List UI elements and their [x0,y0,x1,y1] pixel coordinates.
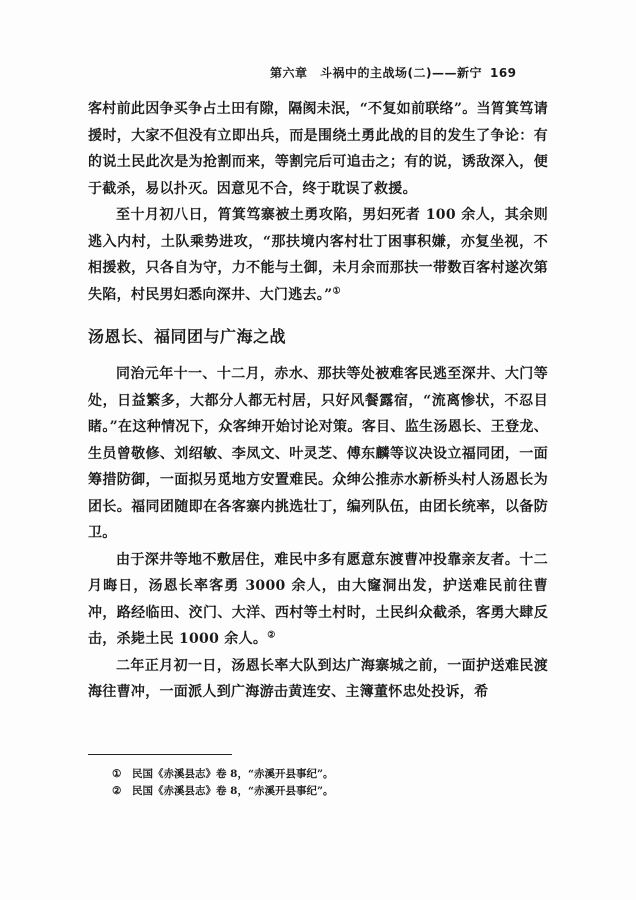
chapter-title: 第六章 斗祸中的主战场(二)——新宁 [270,66,482,80]
paragraph-text: 客村前此因争买争占土田有隙，隔阂未泯，“不复如前联络”。当筲箕笃请援时，大家不但没有立即出兵，而是围绕土勇此战的目的发生了争论：有的说土民此次是为抢割而来，等割完后可追击之；有的说，诱敌深入，便于截杀，易以扑灭。因意见不合，终于耽误了救援。 [88,101,549,197]
footnote-mark: ① [112,768,122,780]
paragraph [88,361,548,547]
footnote [112,783,532,800]
paragraph [88,202,548,308]
paragraph-text: 二年正月初一日，汤恩长率大队到达广海寨城之前，一面护送难民渡海往曹冲，一面派人到广海游击黄连安、主簿董怀忠处投诉，希 [88,657,548,700]
paragraph [88,653,548,706]
footnote-reference[interactable]: ① [332,285,341,296]
footnotes [112,766,532,800]
footnote-mark: ② [112,785,122,797]
paragraph-text: 由于深井等地不敷居住，难民中多有愿意东渡曹冲投靠亲友者。十二月晦日，汤恩长率客勇 3000 余人，由大窿洞出发，护送难民前往曹冲，路经临田、洨门、大洋、西村等土村时，土民纠众截杀，客勇大肆反击，杀毙土民 1000 余人。 [88,551,548,647]
paragraph-text: 同治元年十一、十二月，赤水、那扶等处被难客民逃至深井、大门等处，日益繁多，大都分人都无村居，只好风餐露宿，“流离惨状，不忍目睹。”在这种情况下，众客绅开始讨论对策。客目、监生汤恩长、王登龙、生员曾敬修、刘绍敏、李凤文、叶灵芝、傅东麟等议决设立福同团，一面筹措防御，一面拟另觅地方安置难民。众绅公推赤水新桥头村人汤恩长为团长。福同团随即在各客寨内挑选壮丁，编列队伍，由团长统率，以备防卫。 [88,366,548,541]
footnote-reference[interactable]: ② [267,630,276,641]
footnote-divider [88,754,232,755]
page-number: 169 [489,66,517,80]
section-heading: 汤恩长、福同团与广海之战 [88,327,287,346]
running-header [270,64,570,81]
body-text [88,96,548,706]
paragraph [88,96,548,202]
paragraph [88,547,548,653]
footnote-text: 民国《赤溪县志》卷 8，“赤溪开县事纪”。 [132,785,334,797]
footnote-text: 民国《赤溪县志》卷 8，“赤溪开县事纪”。 [132,768,334,780]
footnote [112,766,532,783]
paragraph-text: 至十月初八日，筲箕笃寨被土勇攻陷，男妇死者 100 余人，其余则逃入内村，土队乘势进攻，“那扶境内客村壮丁困事积嫌，亦复坐视，不相援救，只各自为守，力不能与土御，未月余而那扶一带数百客村遂次第失陷，村民男妇悉向深井、大门逃去。” [88,207,548,303]
